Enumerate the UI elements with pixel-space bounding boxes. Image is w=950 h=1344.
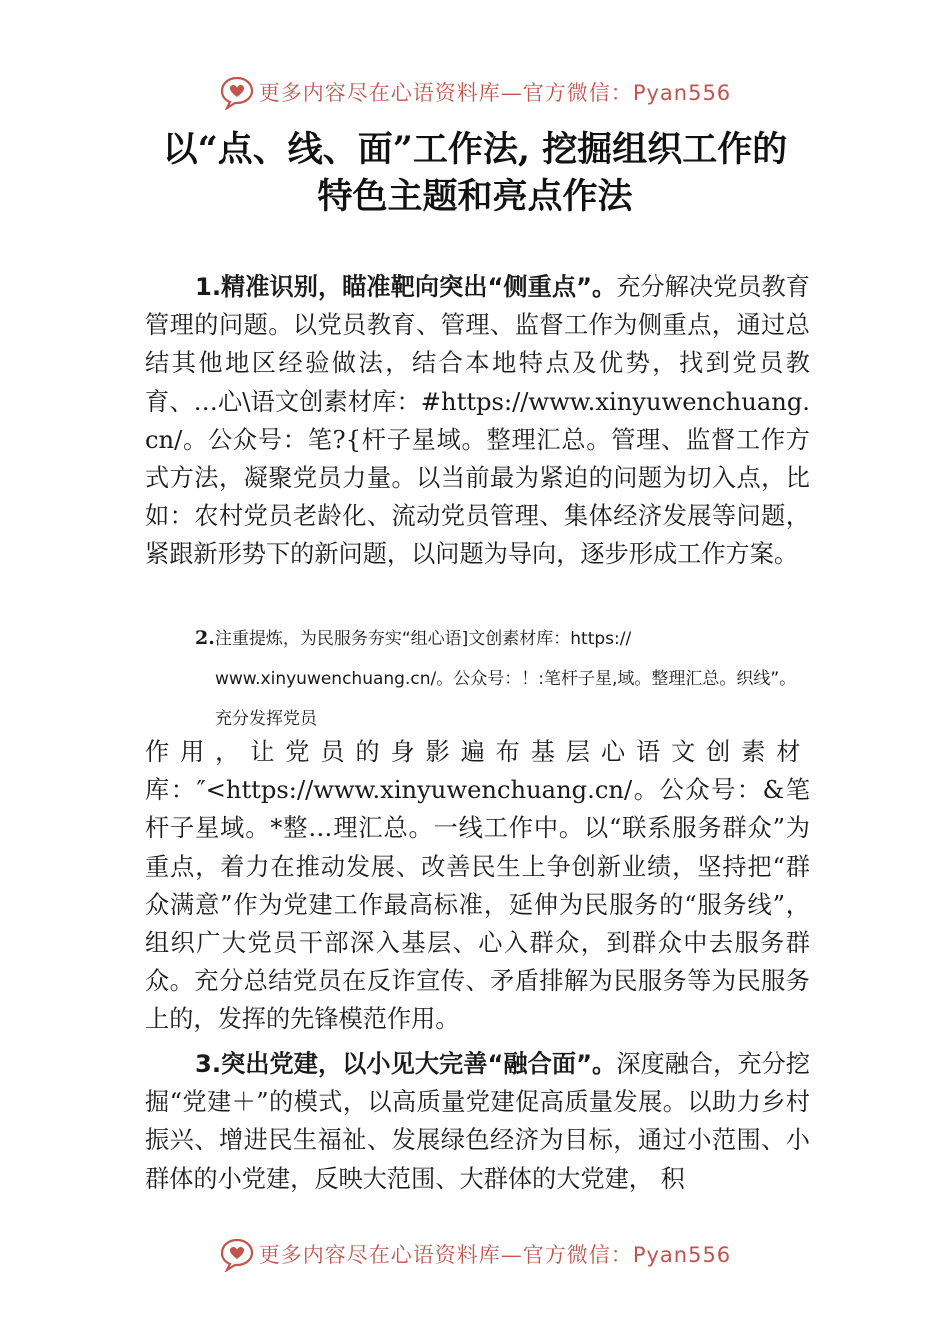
paragraph-3	[145, 733, 810, 1039]
paragraph-4-heading: 3.突出党建，以小见大完善“融合面”。	[195, 1050, 617, 1078]
wechat-id: Pyan556	[632, 1243, 732, 1267]
speech-bubble-heart-logo-icon	[219, 1236, 255, 1272]
document-title	[0, 126, 950, 220]
paragraph-2-line-3: 充分发挥党员	[215, 709, 317, 729]
paragraph-4	[145, 1045, 810, 1198]
paragraph-2-number: 2.	[195, 627, 215, 649]
wechat-id: Pyan556	[632, 81, 732, 105]
paragraph-2-line-2: www.xinyuwenchuang.cn/。公众号：！:笔杆子星,域。整理汇总。织线”。	[215, 669, 797, 689]
banner-text: 更多内容尽在心语资料库—官方微信：Pyan556	[258, 81, 732, 105]
banner-text: 更多内容尽在心语资料库—官方微信：Pyan556	[258, 1243, 732, 1267]
paragraph-3-body: 库：″<https://www.xinyuwenchuang.cn/。公众号：&笔杆子星域。*整…理汇总。一线工作中。以“联系服务群众”为重点，着力在推动发展、改善民生上争创新业绩，坚持把“群众满意”作为党建工作最高标准，延伸为民服务的“服务线”，组织广大党员干部深入基层、心入群众，到群众中去服务群众。充分总结党员在反诈宣传、矛盾排解为民服务等为民服务上的，发挥的先锋模范作用。	[145, 776, 810, 1034]
paragraph-1-body: 充分解决党员教育管理的问题。以党员教育、管理、监督工作为侧重点，通过总结其他地区经验做法，结合本地特点及优势，找到党员教育、…心\语文创素材库：#https://www.xinyuwenchuang.cn/。公众号：笔?{杆子星域。整理汇总。管理、监督工作方式方法，凝聚党员力量。以当前最为紧迫的问题为切入点，比如：农村党员老龄化、流动党员管理、集体经济发展等问题，紧跟新形势下的新问题，以问题为导向，逐步形成工作方案。	[145, 273, 810, 569]
paragraph-1-heading: 1.精准识别，瞄准靶向突出“侧重点”。	[195, 273, 617, 301]
paragraph-2-line-1: 注重提炼，为民服务夯实“组心语]文创素材库：https://	[214, 629, 632, 649]
paragraph-2	[195, 618, 815, 739]
header-banner	[0, 72, 950, 112]
speech-bubble-heart-logo-icon	[219, 74, 255, 110]
paragraph-3-spaced-line: 作用，让党员的身影遍布基层心语文创素材	[145, 738, 810, 766]
paragraph-4-body: 深度融合，充分挖掘“党建＋”的模式，以高质量党建促高质量发展。以助力乡村振兴、增进民生福祉、发展绿色经济为目标，通过小范围、小群体的小党建，反映大范围、大群体的大党建， 积	[145, 1050, 810, 1193]
title-line-2: 特色主题和亮点作法	[317, 176, 633, 217]
footer-banner	[0, 1234, 950, 1274]
paragraph-1	[145, 268, 810, 574]
title-line-1: 以“点、线、面”工作法, 挖掘组织工作的	[162, 129, 788, 170]
